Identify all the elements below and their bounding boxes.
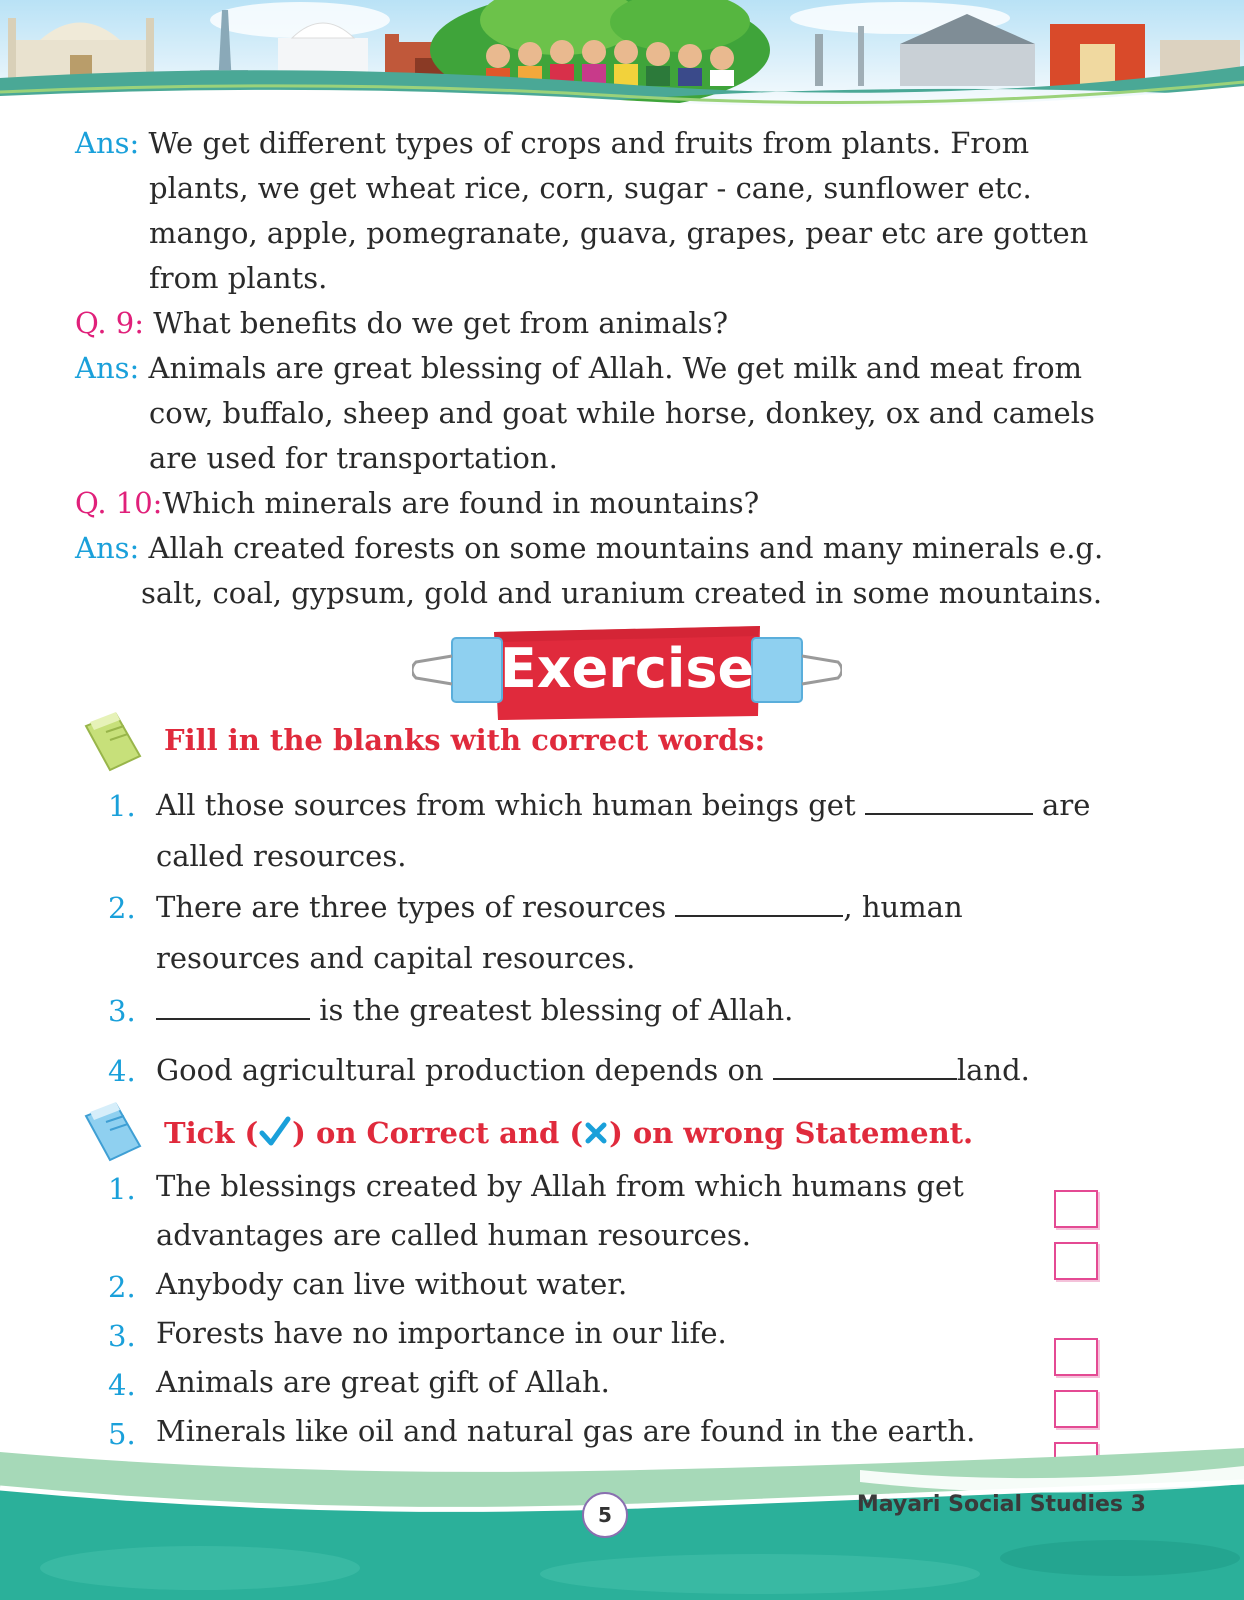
item-text: There are three types of resources [156, 890, 667, 924]
answer-checkbox[interactable] [1054, 1242, 1098, 1280]
book-title: Mayari Social Studies 3 [856, 1492, 1146, 1517]
answer-text-line: We get different types of crops and fruits from plants. From [148, 126, 1030, 160]
item-number: 2. [108, 1270, 136, 1304]
statement-text: The blessings created by Allah from which humans get [156, 1169, 964, 1203]
answer-9 [75, 346, 1082, 391]
item-text: All those sources from which human beings get [156, 788, 856, 822]
question-text: What benefits do we get from animals? [153, 306, 729, 340]
answer-text-line: cow, buffalo, sheep and goat while horse, donkey, ox and camels [149, 396, 1095, 430]
item-text: is the greatest blessing of Allah. [319, 993, 794, 1027]
cross-icon [583, 1120, 609, 1146]
tick-heading [164, 1115, 973, 1150]
item-number: 3. [108, 994, 136, 1028]
answer-label: Ans: [75, 351, 140, 385]
item-text: Good agricultural production depends on [156, 1053, 764, 1087]
statement-text: Minerals like oil and natural gas are found in the earth. [156, 1414, 976, 1448]
answer-text-line: Allah created forests on some mountains and many minerals e.g. [148, 531, 1104, 565]
question-text: Which minerals are found in mountains? [162, 486, 760, 520]
tick-heading-text: ) on wrong Statement. [609, 1116, 974, 1150]
fill-blanks-heading: Fill in the blanks with correct words: [164, 723, 766, 757]
item-number: 5. [108, 1417, 136, 1451]
fill-blank-item [156, 881, 963, 933]
answer-text-line: plants, we get wheat rice, corn, sugar - cane, sunflower etc. [149, 171, 1032, 205]
blank-line[interactable] [156, 992, 310, 1020]
statement-text: Forests have no importance in our life. [156, 1316, 727, 1350]
tick-heading-text: ) on Correct and ( [292, 1116, 584, 1150]
question-10 [75, 481, 759, 526]
answer-text-line: mango, apple, pomegranate, guava, grapes, pear etc are gotten [149, 216, 1089, 250]
answer-label: Ans: [75, 531, 140, 565]
answer-label: Ans: [75, 126, 140, 160]
landmarks-illustration [0, 0, 1244, 120]
item-text: resources and capital resources. [156, 941, 636, 975]
item-text: , human [843, 890, 963, 924]
answer-8 [75, 121, 1029, 166]
answer-text-line: salt, coal, gypsum, gold and uranium created in some mountains. [141, 576, 1103, 610]
item-number: 1. [108, 1172, 136, 1206]
question-9 [75, 301, 728, 346]
header-banner [0, 0, 1244, 120]
statement-text: Animals are great gift of Allah. [156, 1365, 610, 1399]
answer-checkbox[interactable] [1054, 1338, 1098, 1376]
statement-text: advantages are called human resources. [156, 1218, 751, 1252]
question-label: Q. 9: [75, 306, 144, 340]
question-label: Q. 10: [75, 486, 163, 520]
page-number: 5 [582, 1492, 628, 1538]
answer-text-line: from plants. [149, 261, 328, 295]
fill-blank-item [156, 984, 793, 1036]
tick-heading-text: Tick ( [164, 1116, 259, 1150]
book-icon [80, 712, 144, 774]
book-icon [80, 1102, 144, 1164]
item-number: 4. [108, 1368, 136, 1402]
answer-10 [75, 526, 1103, 571]
statement-text: Anybody can live without water. [156, 1267, 628, 1301]
answer-text-line: Animals are great blessing of Allah. We get milk and meat from [148, 351, 1083, 385]
answer-checkbox[interactable] [1054, 1190, 1098, 1228]
fill-blank-item [156, 1044, 1030, 1096]
fill-blank-item [156, 779, 1090, 831]
exercise-title: Exercise [499, 637, 755, 700]
item-number: 4. [108, 1054, 136, 1088]
item-text: called resources. [156, 839, 407, 873]
item-number: 1. [108, 789, 136, 823]
item-number: 2. [108, 891, 136, 925]
blank-line[interactable] [675, 889, 843, 917]
exercise-badge [412, 624, 842, 722]
answer-checkbox[interactable] [1054, 1390, 1098, 1428]
item-text: are [1042, 788, 1091, 822]
blank-line[interactable] [773, 1052, 957, 1080]
item-number: 3. [108, 1319, 136, 1353]
answer-text-line: are used for transportation. [149, 441, 558, 475]
blank-line[interactable] [865, 787, 1033, 815]
item-text: land. [956, 1053, 1030, 1087]
check-icon [258, 1115, 292, 1149]
